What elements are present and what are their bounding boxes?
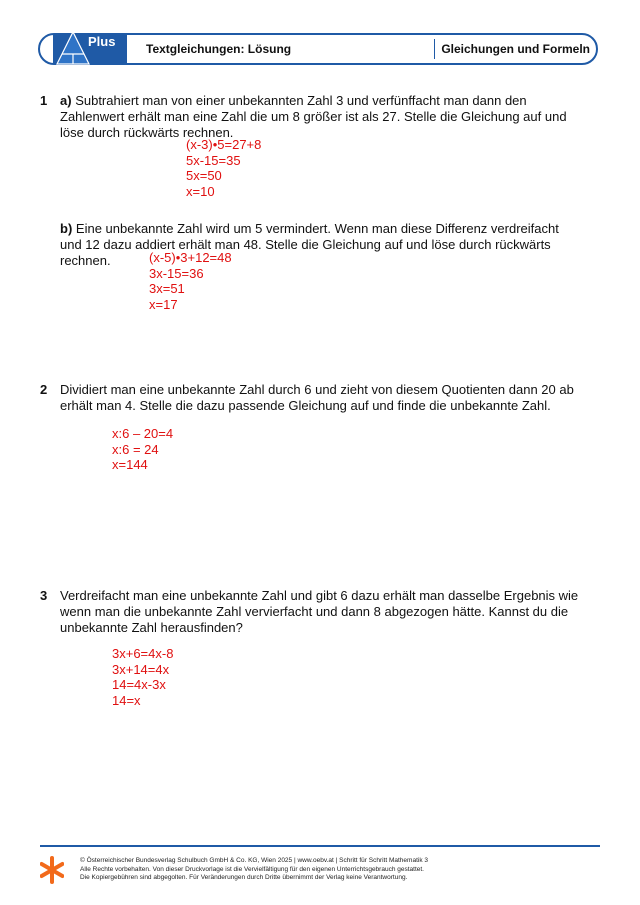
- topic-title: Gleichungen und Formeln: [441, 42, 590, 56]
- solution-line: 3x-15=36: [149, 265, 204, 281]
- footer-copyright: [80, 857, 580, 883]
- part-a-label: a): [60, 93, 72, 108]
- solution-2: [112, 426, 173, 473]
- solution-line: x=10: [186, 183, 215, 199]
- plus-logo-icon: [53, 26, 127, 72]
- solution-3: [112, 646, 173, 708]
- solution-line: 14=4x-3x: [112, 677, 166, 692]
- solution-line: 14=x: [112, 692, 141, 708]
- solution-1a: [186, 137, 261, 199]
- logo-text: Plus: [88, 34, 116, 49]
- question-2-text: Dividiert man eine unbekannte Zahl durch 6 und zieht von diesem Quotienten dann 20 ab erhält man 4. Stelle die dazu passende Gleichung auf und finde die unbekannte Zahl.: [60, 382, 574, 413]
- part-b-label: b): [60, 221, 73, 236]
- question-1b-text: [60, 221, 580, 269]
- solution-line: x:6 – 20=4: [112, 426, 174, 441]
- question-3-text: Verdreifacht man eine unbekannte Zahl und gibt 6 dazu erhält man dasselbe Ergebnis wie wenn man die unbekannte Zahl vervierfacht und dann 8 abgezogen hätte. Kannst du die unbekannte Zahl herausfinden?: [60, 588, 579, 635]
- part-a-body: Subtrahiert man von einer unbekannten Zahl 3 und verfünffacht man dann den Zahlenwert erhält man eine Zahl die um 8 größer ist als 27. Stelle die Gleichung auf und löse durch rückwärts rechnen.: [60, 93, 567, 140]
- footer-divider: [40, 845, 600, 847]
- solution-line: 5x=50: [186, 168, 222, 183]
- solution-line: 3x+6=4x-8: [112, 646, 174, 661]
- worksheet-title: Textgleichungen: Lösung: [146, 42, 292, 56]
- solution-line: x=144: [112, 457, 148, 472]
- footer-line-3: Die Kopiergebühren sind abgegolten. Für Veränderungen durch Dritte übernimmt der Verlag keine Verantwortung.: [80, 874, 408, 881]
- footer-line-1: © Österreichischer Bundesverlag Schulbuch GmbH & Co. KG, Wien 2025 | www.oebv.at | Schritt für Schritt Mathematik 3: [80, 857, 428, 864]
- solution-line: (x-3)•5=27+8: [186, 137, 262, 152]
- question-number-2: 2: [40, 382, 48, 397]
- solution-line: 3x+14=4x: [112, 661, 170, 677]
- footer-line-2: Alle Rechte vorbehalten. Von dieser Druckvorlage ist die Vervielfältigung für den eigenen Unterrichtsgebrauch gestattet.: [80, 865, 424, 873]
- solution-line: 5x-15=35: [186, 152, 241, 168]
- question-number-3: 3: [40, 588, 48, 603]
- publisher-star-icon: [40, 856, 64, 884]
- solution-line: 3x=51: [149, 281, 185, 296]
- header-divider: [434, 39, 435, 59]
- part-b-body: Eine unbekannte Zahl wird um 5 vermindert. Wenn man diese Differenz verdreifacht und 12 dazu addiert erhält man 48. Stelle die Gleichung auf und löse durch rückwärts rechnen.: [60, 221, 559, 268]
- question-1a-text: [60, 93, 580, 141]
- solution-line: x=17: [149, 296, 178, 312]
- question-number-1: 1: [40, 93, 48, 108]
- solution-line: (x-5)•3+12=48: [149, 250, 232, 265]
- solution-line: x:6 = 24: [112, 441, 159, 457]
- solution-1b: [149, 250, 232, 312]
